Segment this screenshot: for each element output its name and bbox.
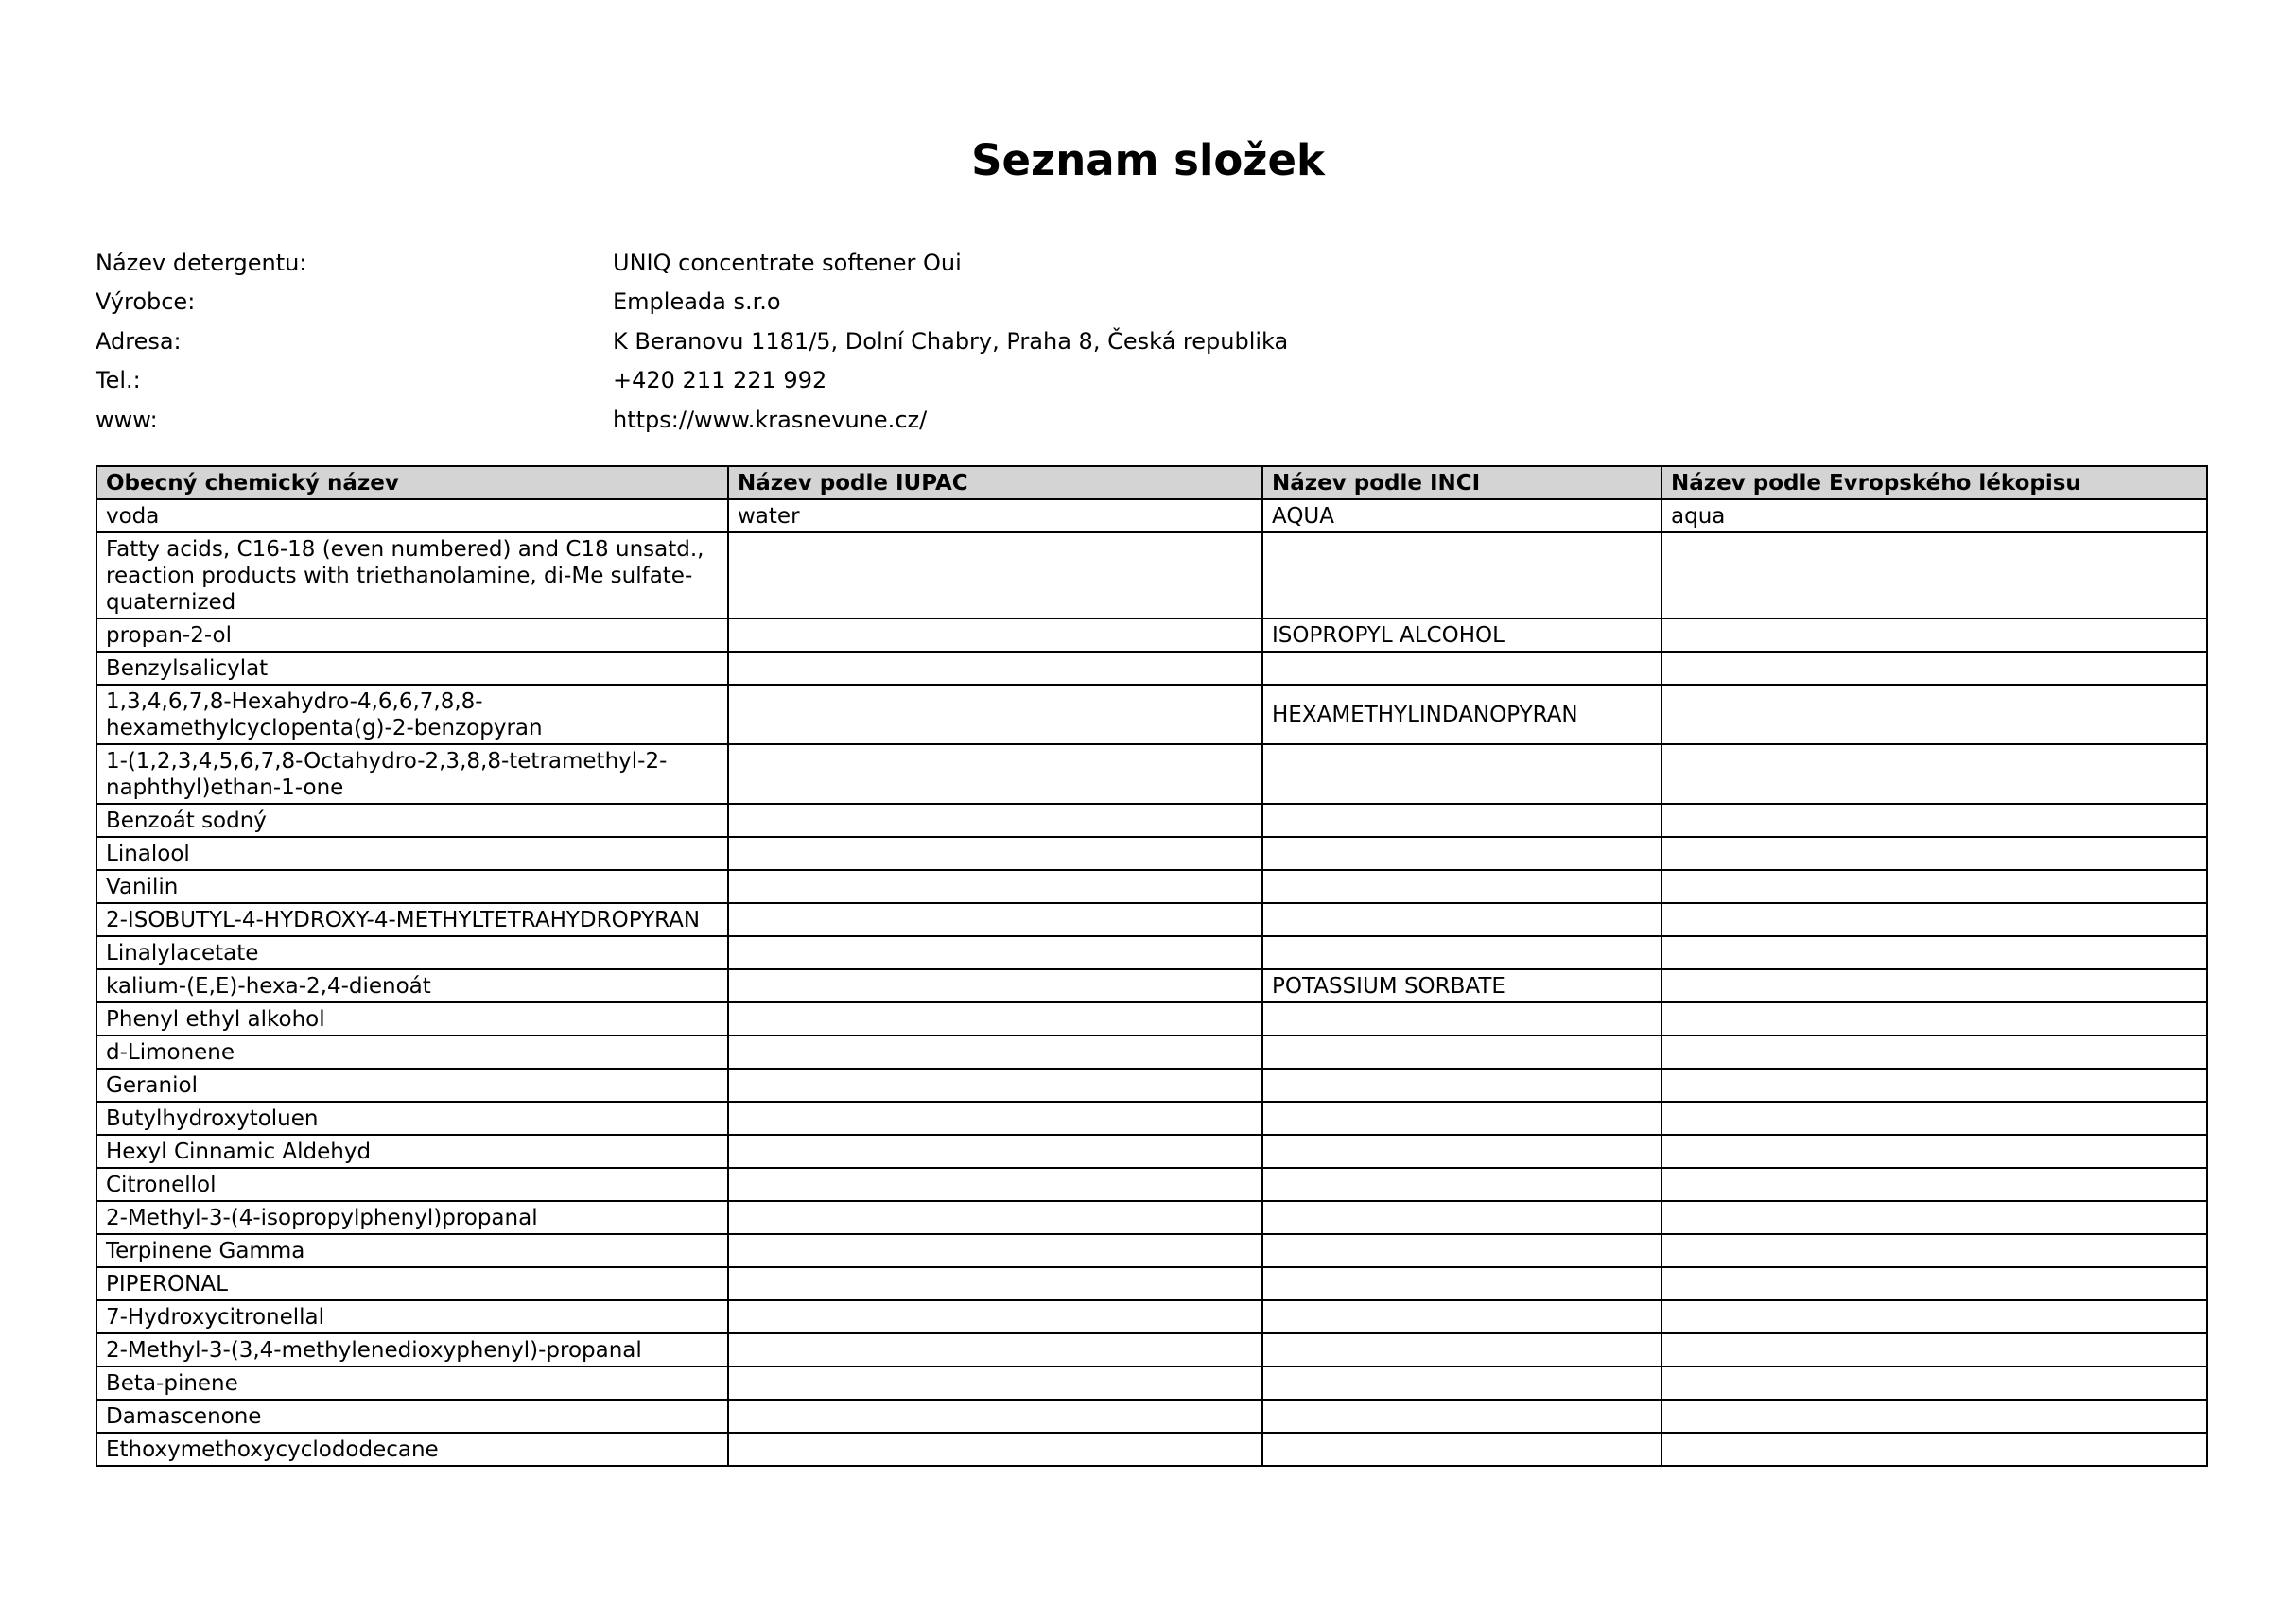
detergent-info bbox=[96, 243, 1288, 440]
column-header-iupac: Název podle IUPAC bbox=[728, 466, 1262, 499]
cell-common-name: Phenyl ethyl alkohol bbox=[96, 1002, 728, 1036]
cell-iupac-name bbox=[728, 618, 1262, 652]
cell-pharmacopoeia-name bbox=[1661, 903, 2207, 936]
table-row bbox=[96, 969, 2207, 1002]
cell-pharmacopoeia-name bbox=[1661, 1002, 2207, 1036]
cell-inci-name bbox=[1262, 532, 1661, 618]
cell-common-name: Beta-pinene bbox=[96, 1367, 728, 1400]
cell-iupac-name bbox=[728, 969, 1262, 1002]
cell-iupac-name bbox=[728, 1367, 1262, 1400]
cell-pharmacopoeia-name bbox=[1661, 1168, 2207, 1201]
cell-pharmacopoeia-name bbox=[1661, 1433, 2207, 1466]
cell-inci-name bbox=[1262, 1168, 1661, 1201]
cell-common-name: 2-ISOBUTYL-4-HYDROXY-4-METHYLTETRAHYDROPYRAN bbox=[96, 903, 728, 936]
cell-inci-name bbox=[1262, 936, 1661, 969]
cell-inci-name bbox=[1262, 1333, 1661, 1367]
cell-inci-name bbox=[1262, 1234, 1661, 1267]
info-value: https://www.krasnevune.cz/ bbox=[613, 406, 928, 433]
table-row bbox=[96, 1036, 2207, 1069]
cell-inci-name bbox=[1262, 1433, 1661, 1466]
table-row bbox=[96, 532, 2207, 618]
table-row bbox=[96, 837, 2207, 870]
cell-iupac-name bbox=[728, 1234, 1262, 1267]
cell-pharmacopoeia-name bbox=[1661, 804, 2207, 837]
cell-pharmacopoeia-name bbox=[1661, 936, 2207, 969]
column-header-common-name: Obecný chemický název bbox=[96, 466, 728, 499]
cell-common-name: Geraniol bbox=[96, 1069, 728, 1102]
cell-pharmacopoeia-name bbox=[1661, 685, 2207, 744]
cell-iupac-name bbox=[728, 1400, 1262, 1433]
table-row bbox=[96, 936, 2207, 969]
table-row bbox=[96, 499, 2207, 532]
cell-inci-name bbox=[1262, 1267, 1661, 1300]
cell-inci-name bbox=[1262, 804, 1661, 837]
cell-pharmacopoeia-name bbox=[1661, 1400, 2207, 1433]
cell-pharmacopoeia-name bbox=[1661, 1036, 2207, 1069]
cell-common-name: Benzylsalicylat bbox=[96, 652, 728, 685]
cell-iupac-name bbox=[728, 1036, 1262, 1069]
cell-inci-name bbox=[1262, 652, 1661, 685]
cell-iupac-name bbox=[728, 1102, 1262, 1135]
cell-iupac-name bbox=[728, 903, 1262, 936]
cell-common-name: Terpinene Gamma bbox=[96, 1234, 728, 1267]
table-row bbox=[96, 1102, 2207, 1135]
cell-iupac-name bbox=[728, 1267, 1262, 1300]
table-row bbox=[96, 1367, 2207, 1400]
cell-pharmacopoeia-name bbox=[1661, 870, 2207, 903]
table-row bbox=[96, 1135, 2207, 1168]
cell-common-name: kalium-(E,E)-hexa-2,4-dienoát bbox=[96, 969, 728, 1002]
page-title: Seznam složek bbox=[971, 135, 1325, 185]
header-row bbox=[96, 466, 2207, 499]
cell-inci-name: AQUA bbox=[1262, 499, 1661, 532]
table-row bbox=[96, 1300, 2207, 1333]
info-row-address bbox=[96, 322, 1288, 361]
table-header bbox=[96, 466, 2207, 499]
cell-pharmacopoeia-name: aqua bbox=[1661, 499, 2207, 532]
cell-pharmacopoeia-name bbox=[1661, 1234, 2207, 1267]
cell-iupac-name bbox=[728, 804, 1262, 837]
cell-iupac-name bbox=[728, 1300, 1262, 1333]
cell-pharmacopoeia-name bbox=[1661, 1333, 2207, 1367]
cell-common-name: Ethoxymethoxycyclododecane bbox=[96, 1433, 728, 1466]
cell-iupac-name bbox=[728, 1069, 1262, 1102]
table-row bbox=[96, 870, 2207, 903]
cell-inci-name bbox=[1262, 1002, 1661, 1036]
cell-common-name: 7-Hydroxycitronellal bbox=[96, 1300, 728, 1333]
info-value: +420 211 221 992 bbox=[613, 367, 827, 394]
cell-common-name: voda bbox=[96, 499, 728, 532]
cell-iupac-name bbox=[728, 936, 1262, 969]
cell-iupac-name bbox=[728, 1002, 1262, 1036]
cell-pharmacopoeia-name bbox=[1661, 1267, 2207, 1300]
table-body bbox=[96, 499, 2207, 1466]
cell-common-name: Butylhydroxytoluen bbox=[96, 1102, 728, 1135]
cell-common-name: Linalool bbox=[96, 837, 728, 870]
cell-iupac-name bbox=[728, 744, 1262, 804]
cell-inci-name bbox=[1262, 1069, 1661, 1102]
cell-common-name: Citronellol bbox=[96, 1168, 728, 1201]
cell-iupac-name bbox=[728, 1333, 1262, 1367]
table-row bbox=[96, 903, 2207, 936]
cell-inci-name bbox=[1262, 1201, 1661, 1234]
info-label: www: bbox=[96, 406, 158, 433]
cell-pharmacopoeia-name bbox=[1661, 1201, 2207, 1234]
cell-common-name: propan-2-ol bbox=[96, 618, 728, 652]
cell-common-name: d-Limonene bbox=[96, 1036, 728, 1069]
info-row-phone bbox=[96, 361, 1288, 401]
cell-pharmacopoeia-name bbox=[1661, 532, 2207, 618]
cell-iupac-name bbox=[728, 870, 1262, 903]
cell-iupac-name: water bbox=[728, 499, 1262, 532]
cell-common-name: Hexyl Cinnamic Aldehyd bbox=[96, 1135, 728, 1168]
table-row bbox=[96, 1069, 2207, 1102]
table-row bbox=[96, 744, 2207, 804]
cell-inci-name: ISOPROPYL ALCOHOL bbox=[1262, 618, 1661, 652]
cell-inci-name bbox=[1262, 1102, 1661, 1135]
cell-common-name: Damascenone bbox=[96, 1400, 728, 1433]
table-row bbox=[96, 1433, 2207, 1466]
table-row bbox=[96, 1267, 2207, 1300]
cell-common-name: Linalylacetate bbox=[96, 936, 728, 969]
cell-iupac-name bbox=[728, 652, 1262, 685]
table-row bbox=[96, 1400, 2207, 1433]
cell-iupac-name bbox=[728, 1201, 1262, 1234]
cell-inci-name bbox=[1262, 1367, 1661, 1400]
cell-common-name: PIPERONAL bbox=[96, 1267, 728, 1300]
info-row-manufacturer bbox=[96, 283, 1288, 322]
cell-pharmacopoeia-name bbox=[1661, 837, 2207, 870]
table-row bbox=[96, 1168, 2207, 1201]
table-row bbox=[96, 1002, 2207, 1036]
cell-common-name: Fatty acids, C16-18 (even numbered) and C18 unsatd., reaction products with triethanolamine, di-Me sulfate-quaternized bbox=[96, 532, 728, 618]
cell-common-name: 1,3,4,6,7,8-Hexahydro-4,6,6,7,8,8-hexamethylcyclopenta(g)-2-benzopyran bbox=[96, 685, 728, 744]
cell-inci-name bbox=[1262, 1135, 1661, 1168]
cell-iupac-name bbox=[728, 1135, 1262, 1168]
table-row bbox=[96, 652, 2207, 685]
table-row bbox=[96, 1201, 2207, 1234]
cell-pharmacopoeia-name bbox=[1661, 969, 2207, 1002]
table-row bbox=[96, 1234, 2207, 1267]
cell-pharmacopoeia-name bbox=[1661, 1300, 2207, 1333]
ingredients-table bbox=[96, 465, 2208, 1467]
column-header-inci: Název podle INCI bbox=[1262, 466, 1661, 499]
cell-inci-name: HEXAMETHYLINDANOPYRAN bbox=[1262, 685, 1661, 744]
column-header-european-pharmacopoeia: Název podle Evropského lékopisu bbox=[1661, 466, 2207, 499]
info-label: Adresa: bbox=[96, 327, 182, 355]
cell-pharmacopoeia-name bbox=[1661, 1135, 2207, 1168]
info-value: K Beranovu 1181/5, Dolní Chabry, Praha 8, Česká republika bbox=[613, 327, 1289, 355]
table-row bbox=[96, 685, 2207, 744]
info-label: Název detergentu: bbox=[96, 249, 307, 276]
cell-common-name: Benzoát sodný bbox=[96, 804, 728, 837]
cell-inci-name: POTASSIUM SORBATE bbox=[1262, 969, 1661, 1002]
info-row-web bbox=[96, 400, 1288, 440]
cell-pharmacopoeia-name bbox=[1661, 652, 2207, 685]
cell-common-name: Vanilin bbox=[96, 870, 728, 903]
cell-inci-name bbox=[1262, 903, 1661, 936]
cell-iupac-name bbox=[728, 1433, 1262, 1466]
info-label: Tel.: bbox=[96, 367, 141, 394]
cell-pharmacopoeia-name bbox=[1661, 744, 2207, 804]
table-row bbox=[96, 804, 2207, 837]
cell-iupac-name bbox=[728, 532, 1262, 618]
cell-iupac-name bbox=[728, 685, 1262, 744]
cell-iupac-name bbox=[728, 1168, 1262, 1201]
table-row bbox=[96, 1333, 2207, 1367]
cell-common-name: 2-Methyl-3-(4-isopropylphenyl)propanal bbox=[96, 1201, 728, 1234]
info-row-detergent bbox=[96, 243, 1288, 283]
info-label: Výrobce: bbox=[96, 288, 196, 316]
cell-common-name: 1-(1,2,3,4,5,6,7,8-Octahydro-2,3,8,8-tetramethyl-2-naphthyl)ethan-1-one bbox=[96, 744, 728, 804]
cell-inci-name bbox=[1262, 1036, 1661, 1069]
cell-inci-name bbox=[1262, 744, 1661, 804]
cell-inci-name bbox=[1262, 1400, 1661, 1433]
cell-pharmacopoeia-name bbox=[1661, 1367, 2207, 1400]
cell-inci-name bbox=[1262, 837, 1661, 870]
cell-inci-name bbox=[1262, 1300, 1661, 1333]
cell-pharmacopoeia-name bbox=[1661, 1069, 2207, 1102]
table-row bbox=[96, 618, 2207, 652]
info-value: UNIQ concentrate softener Oui bbox=[613, 249, 962, 276]
cell-common-name: 2-Methyl-3-(3,4-methylenedioxyphenyl)-propanal bbox=[96, 1333, 728, 1367]
cell-iupac-name bbox=[728, 837, 1262, 870]
cell-pharmacopoeia-name bbox=[1661, 1102, 2207, 1135]
cell-pharmacopoeia-name bbox=[1661, 618, 2207, 652]
info-value: Empleada s.r.o bbox=[613, 288, 781, 316]
cell-inci-name bbox=[1262, 870, 1661, 903]
